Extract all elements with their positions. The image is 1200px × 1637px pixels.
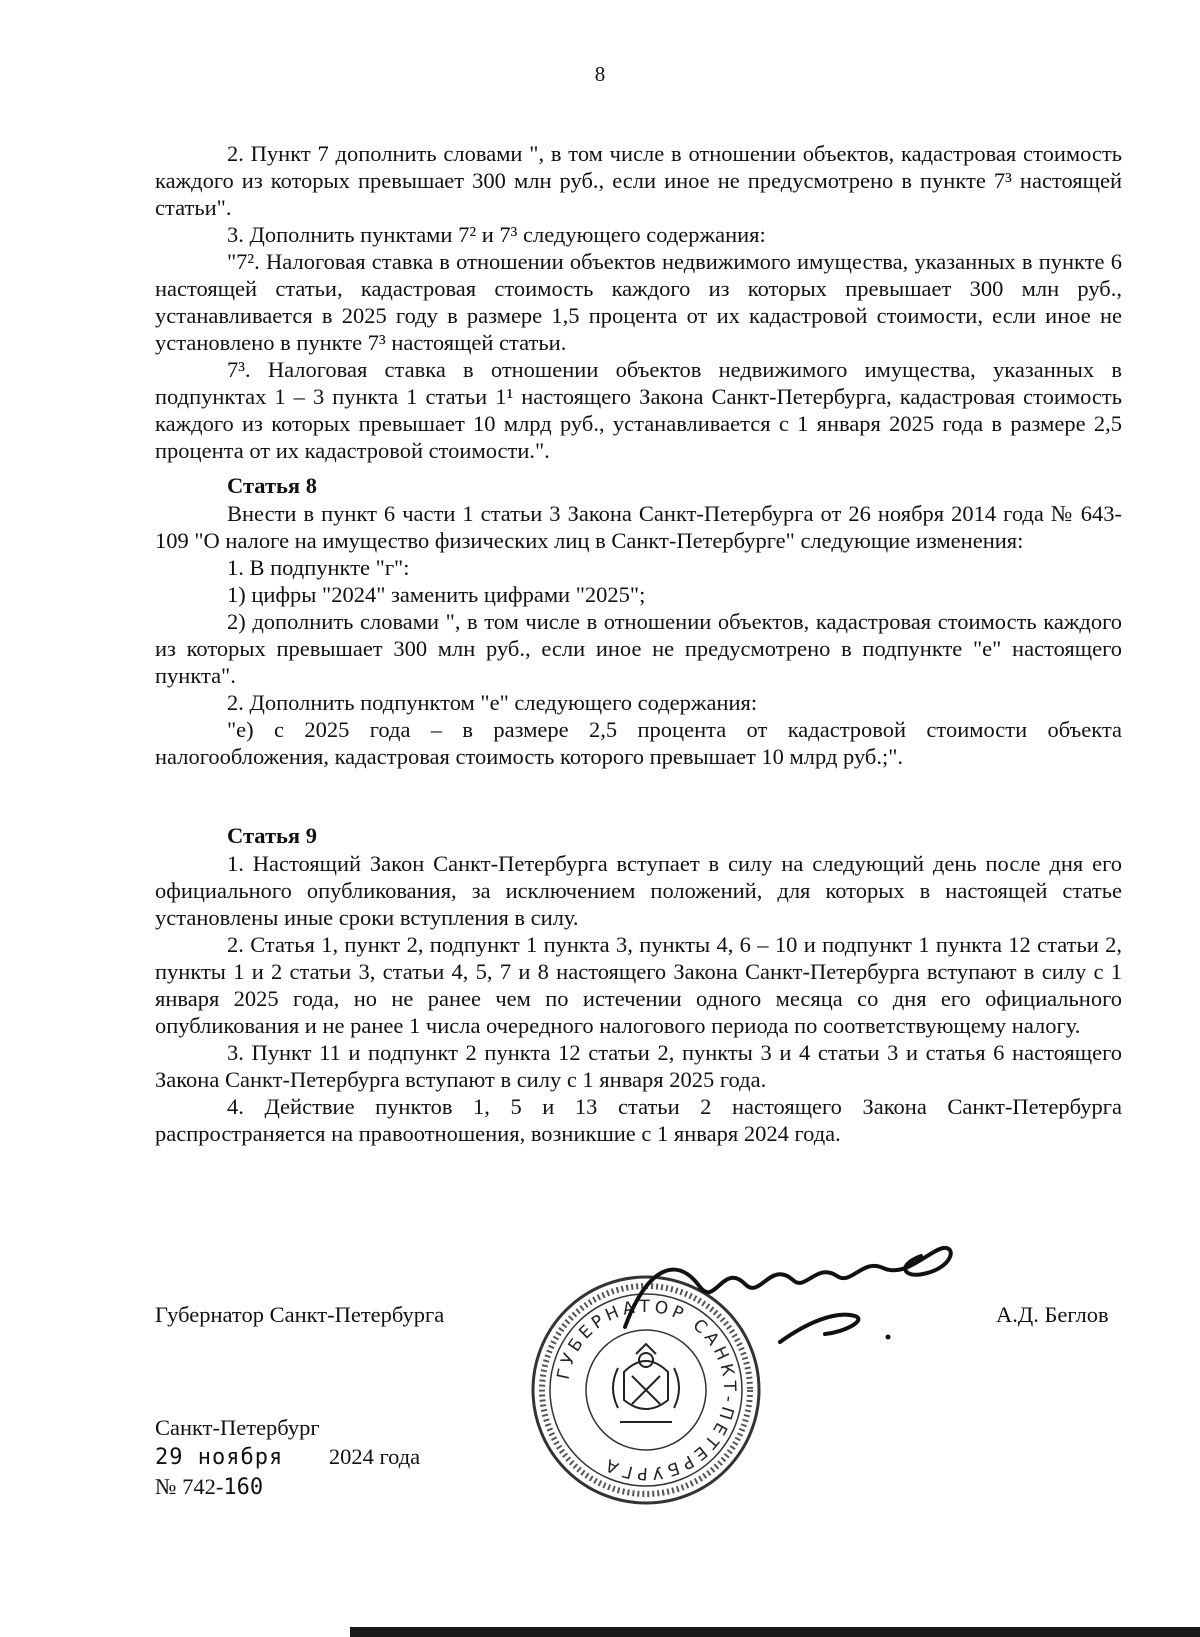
paragraph: 4. Действие пунктов 1, 5 и 13 статьи 2 настоящего Закона Санкт-Петербурга распространяется на правоотношения, возникшие с 1 января 2024 года. [155,1094,1122,1146]
law-number-prefix: № 742- [155,1474,224,1499]
law-number-value: 160 [223,1475,264,1500]
paragraph: "7². Налоговая ставка в отношении объектов недвижимого имущества, указанных в пункте 6 настоящей статьи, кадастровая стоимость каждого из которых превышает 300 млн руб., устанавливается в 2025 году в размере 1,5 процента от их кадастровой стоимости, если иное не установлено в пункте 7³ настоящей статьи. [155,249,1122,355]
paragraph: 3. Пункт 11 и подпункт 2 пункта 12 статьи 2, пункты 3 и 4 статьи 3 и статья 6 настоящего Закона Санкт-Петербурга вступают в силу с 1 января 2025 года. [155,1040,1122,1092]
seal-text: ГУБЕРНАТОР САНКТ-ПЕТЕРБУРГА [553,1296,740,1484]
paragraph: 1. В подпункте "г": [227,555,410,580]
article-8-body [155,500,1122,770]
signing-date [155,1442,420,1472]
paragraph: 2. Пункт 7 дополнить словами ", в том числе в отношении объектов, кадастровая стоимость каждого из которых превышает 300 млн руб., если иное не предусмотрено в пункте 7³ настоящей статьи". [155,141,1122,220]
signatory-position: Губернатор Санкт-Петербурга [155,1302,445,1327]
page-number: 8 [594,62,606,86]
paragraph: 1) цифры "2024" заменить цифрами "2025"; [227,582,646,607]
handwritten-signature [605,1232,965,1362]
paragraph: 7³. Налоговая ставка в отношении объектов недвижимого имущества, указанных в подпунктах 1 – 3 пункта 1 статьи 1¹ настоящего Закона Санкт-Петербурга, кадастровая стоимость каждого из которых превышает 10 млрд руб., устанавливается с 1 января 2025 года в размере 2,5 процента от их кадастровой стоимости.". [155,357,1122,463]
article-9-heading: Статья 9 [227,823,317,848]
paragraph: Внести в пункт 6 части 1 статьи 3 Закона Санкт-Петербурга от 26 ноября 2014 года № 643-109 "О налоге на имущество физических лиц в Санкт-Петербурге" следующие изменения: [155,501,1122,553]
paragraph: 1. Настоящий Закон Санкт-Петербурга вступает в силу на следующий день после дня его официального опубликования, за исключением положений, для которых в настоящей статье установлены иные сроки вступления в силу. [155,851,1122,930]
paragraph: "е) с 2025 года – в размере 2,5 процента от кадастровой стоимости объекта налогообложения, кадастровая стоимость которого превышает 10 млрд руб.;". [155,717,1122,769]
signing-day-month: 29 ноября [155,1445,284,1470]
law-number [155,1472,420,1502]
amendments-block [155,140,1122,464]
article-9-body [155,850,1122,1147]
signing-city: Санкт-Петербург [155,1415,320,1440]
signing-year: 2024 года [328,1444,421,1469]
paragraph: 3. Дополнить пунктами 7² и 7³ следующего содержания: [227,222,766,247]
paragraph: 2) дополнить словами ", в том числе в отношении объектов, кадастровая стоимость каждого из которых превышает 300 млн руб., если иное не предусмотрено в подпункте "е" настоящего пункта". [155,609,1122,688]
paragraph: 2. Статья 1, пункт 2, подпункт 1 пункта 3, пункты 4, 6 – 10 и подпункт 1 пункта 12 статьи 2, пункты 1 и 2 статьи 3, статьи 4, 5, 7 и 8 настоящего Закона Санкт-Петербурга вступают в силу с 1 января 2025 года, но не ранее чем по истечении одного месяца со дня его официального опубликования и не ранее 1 числа очередного налогового периода по соответствующему налогу. [155,932,1122,1038]
signing-details [155,1413,420,1502]
scan-edge [350,1627,1200,1637]
article-8-heading: Статья 8 [227,473,317,498]
paragraph: 2. Дополнить подпунктом "е" следующего содержания: [227,690,758,715]
signatory-name: А.Д. Беглов [996,1302,1109,1327]
